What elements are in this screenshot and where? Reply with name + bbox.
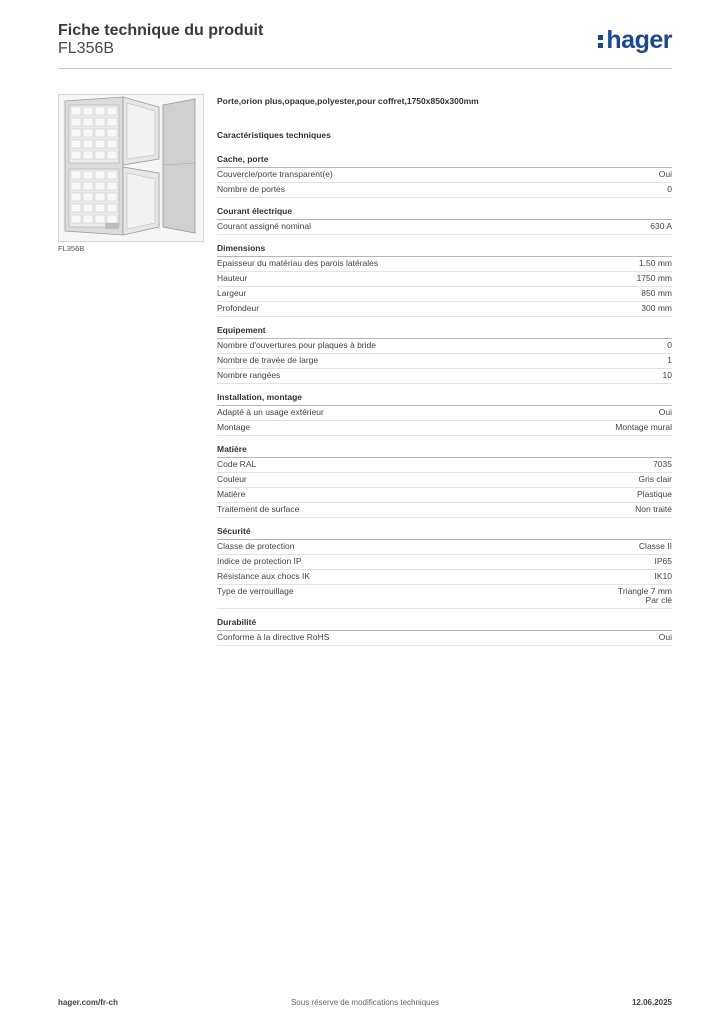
module-slot (95, 182, 105, 190)
spec-label: Nombre de portes (217, 184, 286, 194)
module-slot (71, 182, 81, 190)
section-title: Equipement (217, 325, 672, 339)
spec-label: Largeur (217, 288, 247, 298)
spec-value: 7035 (653, 459, 672, 469)
module-slot (95, 140, 105, 148)
module-slot (71, 140, 81, 148)
module-slot (83, 171, 93, 179)
module-slot (95, 171, 105, 179)
spec-row (217, 631, 672, 646)
spec-value: IK10 (654, 571, 672, 581)
spec-section (217, 243, 672, 317)
module-slot (107, 171, 117, 179)
section-title: Dimensions (217, 243, 672, 257)
spec-row (217, 369, 672, 384)
spec-value: 1750 mm (636, 273, 672, 283)
document-title: Fiche technique du produit (58, 22, 264, 39)
spec-row (217, 585, 672, 609)
spec-value: Triangle 7 mm Par clé (617, 586, 672, 605)
spec-row (217, 421, 672, 436)
spec-label: Adapté à un usage extérieur (217, 407, 324, 417)
footer-date: 12.06.2025 (631, 998, 672, 1007)
spec-label: Résistance aux chocs IK (217, 571, 311, 581)
spec-value: Oui (658, 632, 672, 642)
spec-row (217, 302, 672, 317)
spec-label: Couvercle/porte transparent(e) (217, 169, 333, 179)
spec-label: Matière (217, 489, 246, 499)
module-slot (71, 215, 81, 223)
product-code: FL356B (58, 40, 115, 57)
spec-value: Plastique (637, 489, 672, 499)
module-slot (71, 171, 81, 179)
spec-section (217, 617, 672, 646)
module-slot (107, 107, 117, 115)
module-slot (83, 182, 93, 190)
spec-label: Montage (217, 422, 251, 432)
module-slot (71, 118, 81, 126)
module-slot (83, 193, 93, 201)
spec-label: Nombre rangées (217, 370, 281, 380)
module-slot (83, 118, 93, 126)
module-slot (83, 129, 93, 137)
logo-mark-icon (598, 32, 604, 50)
hager-logo (598, 26, 672, 55)
spec-label: Traitement de surface (217, 504, 300, 514)
spec-label: Type de verrouillage (217, 586, 294, 596)
module-slot (107, 193, 117, 201)
spec-value: 0 (667, 340, 672, 350)
spec-section (217, 325, 672, 384)
spec-row (217, 503, 672, 518)
spec-section (217, 154, 672, 198)
spec-row (217, 473, 672, 488)
spec-row (217, 540, 672, 555)
spec-row (217, 168, 672, 183)
image-caption: FL356B (58, 244, 85, 253)
spec-row (217, 354, 672, 369)
spec-section (217, 526, 672, 609)
module-slot (71, 129, 81, 137)
spec-label: Nombre de travée de large (217, 355, 319, 365)
module-slot (71, 204, 81, 212)
module-slot (71, 151, 81, 159)
spec-row (217, 220, 672, 235)
footer-website: hager.com/fr-ch (58, 998, 119, 1007)
module-slot (95, 129, 105, 137)
spec-label: Classe de protection (217, 541, 295, 551)
spec-value: Non traité (635, 504, 672, 514)
spec-value: 1 (667, 355, 672, 365)
spec-label: Courant assigné nominal (217, 221, 312, 231)
spec-row (217, 339, 672, 354)
technical-characteristics-heading: Caractéristiques techniques (217, 130, 331, 140)
product-image (58, 94, 204, 242)
module-slot (95, 193, 105, 201)
spec-row (217, 257, 672, 272)
spec-value: Classe II (638, 541, 672, 551)
module-slot (95, 151, 105, 159)
spec-row (217, 555, 672, 570)
spec-row (217, 488, 672, 503)
spec-value: Oui (658, 169, 672, 179)
module-slot (83, 140, 93, 148)
module-slot (107, 118, 117, 126)
spec-label: Hauteur (217, 273, 248, 283)
module-slot (95, 204, 105, 212)
module-slot (107, 204, 117, 212)
spec-value: 1.50 mm (638, 258, 672, 268)
spec-label: Profondeur (217, 303, 260, 313)
module-slot (107, 140, 117, 148)
spec-label: Nombre d'ouvertures pour plaques à bride (217, 340, 376, 350)
spec-row (217, 406, 672, 421)
spec-label: Epaisseur du matériau des parois latérales (217, 258, 379, 268)
spec-value: 300 mm (641, 303, 672, 313)
section-title: Sécurité (217, 526, 672, 540)
module-slot (95, 107, 105, 115)
spec-section (217, 392, 672, 436)
module-slot (83, 204, 93, 212)
module-slot (95, 118, 105, 126)
module-slot (83, 107, 93, 115)
section-title: Courant électrique (217, 206, 672, 220)
spec-value: IP65 (654, 556, 672, 566)
module-slot (71, 107, 81, 115)
spec-value: 0 (667, 184, 672, 194)
module-slot (71, 193, 81, 201)
spec-section (217, 206, 672, 235)
spec-value: Montage mural (615, 422, 672, 432)
specifications (217, 96, 672, 654)
section-title: Durabilité (217, 617, 672, 631)
spec-label: Couleur (217, 474, 247, 484)
spec-row (217, 287, 672, 302)
section-title: Matière (217, 444, 672, 458)
spec-row (217, 272, 672, 287)
spec-value: 850 mm (641, 288, 672, 298)
section-title: Cache, porte (217, 154, 672, 168)
spec-sections (217, 154, 672, 646)
footer-disclaimer: Sous réserve de modifications techniques (290, 998, 440, 1007)
product-description: Porte,orion plus,opaque,polyester,pour coffret,1750x850x300mm (217, 96, 479, 106)
module-slot (107, 215, 117, 223)
spec-value: 10 (662, 370, 672, 380)
page-header (58, 22, 672, 69)
spec-value: Gris clair (638, 474, 672, 484)
module-slot (95, 215, 105, 223)
spec-row (217, 183, 672, 198)
module-slot (107, 151, 117, 159)
logo-text: hager (606, 26, 672, 54)
module-slot (83, 151, 93, 159)
module-slot (107, 129, 117, 137)
spec-label: Indice de protection IP (217, 556, 302, 566)
spec-row (217, 458, 672, 473)
module-slot (107, 182, 117, 190)
spec-row (217, 570, 672, 585)
module-slot (83, 215, 93, 223)
spec-section (217, 444, 672, 518)
spec-value: 630 A (650, 221, 672, 231)
spec-label: Code RAL (217, 459, 257, 469)
section-title: Installation, montage (217, 392, 672, 406)
spec-value: Oui (658, 407, 672, 417)
spec-label: Conforme à la directive RoHS (217, 632, 330, 642)
enclosure-illustration (59, 95, 203, 241)
